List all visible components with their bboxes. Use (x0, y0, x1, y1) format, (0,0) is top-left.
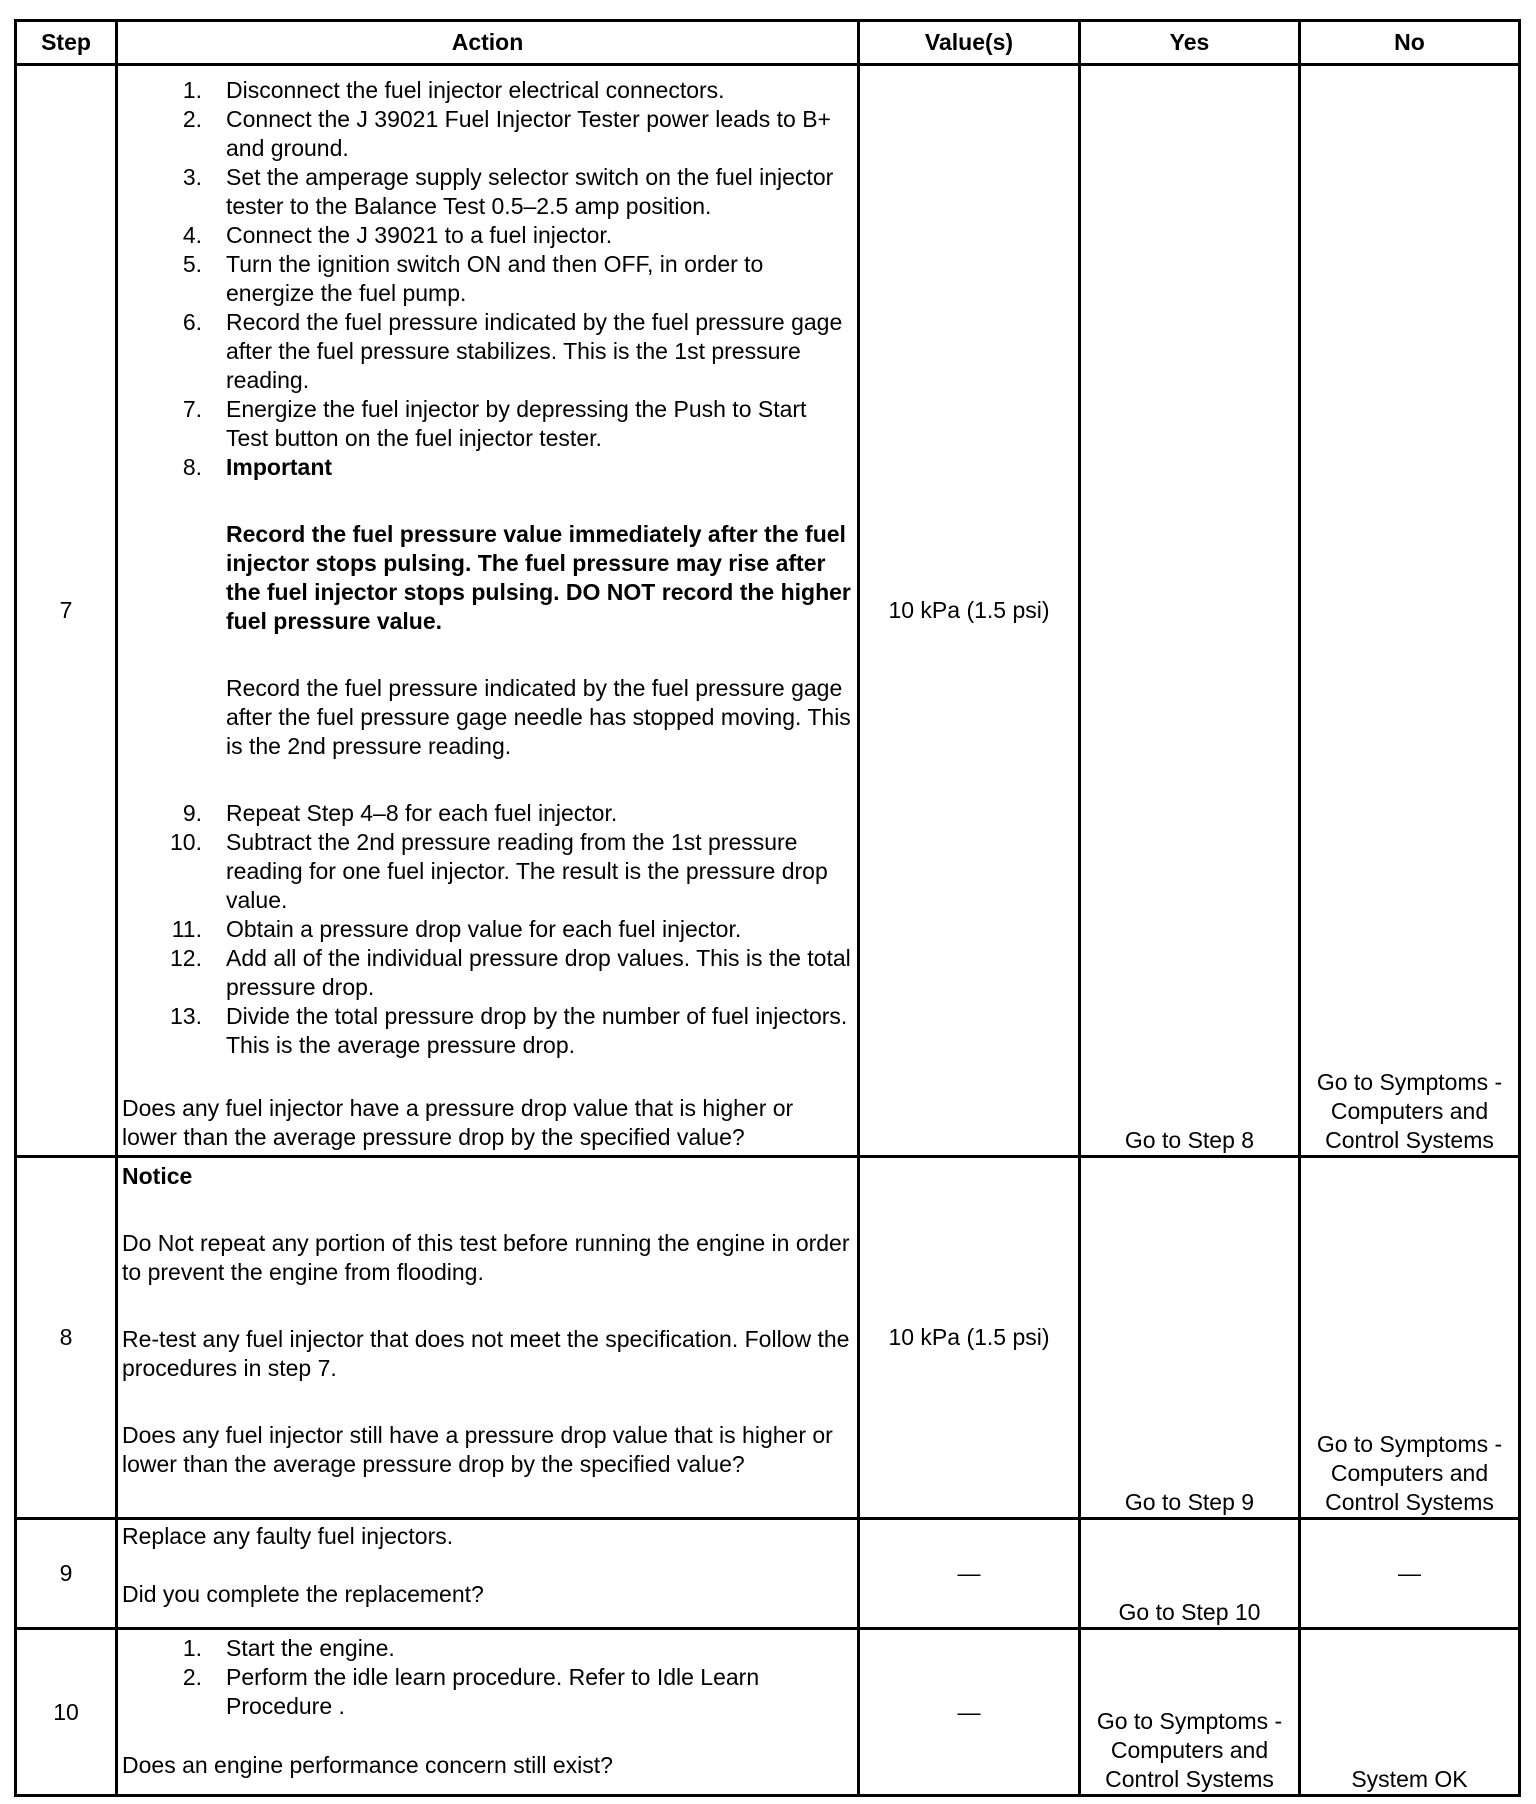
list-item: 13. Divide the total pressure drop by the number of fuel injectors. This is the average pressure drop. (170, 1003, 848, 1058)
procedure-list (122, 76, 853, 1060)
list-item: 3. Set the amperage supply selector switch on the fuel injector tester to the Balance Test 0.5–2.5 amp position. (182, 164, 834, 219)
list-item: 5. Turn the ignition switch ON and then OFF, in order to energize the fuel pump. (182, 251, 764, 306)
no-cell: — (1300, 1519, 1520, 1629)
important-label: Important (226, 454, 333, 480)
procedure-list (122, 1634, 853, 1721)
replace-text: Replace any faulty fuel injectors. (122, 1523, 454, 1549)
no-cell: System OK (1300, 1629, 1520, 1796)
list-item: 2. Connect the J 39021 Fuel Injector Tester power leads to B+ and ground. (182, 106, 831, 161)
notice-label: Notice (122, 1163, 193, 1189)
list-item: 2. Perform the idle learn procedure. Refer to Idle Learn Procedure . (182, 1664, 760, 1719)
yes-cell: Go to Symptoms - Computers and Control Systems (1080, 1629, 1300, 1796)
yes-cell: Go to Step 8 (1080, 65, 1300, 1157)
question-text: Does any fuel injector have a pressure drop value that is higher or lower than the average pressure drop by the specified value? (122, 1095, 794, 1150)
list-item: 6. Record the fuel pressure indicated by the fuel pressure gage after the fuel pressure stabilizes. This is the 1st pressure reading. (182, 309, 843, 393)
header-action: Action (117, 21, 859, 65)
header-step: Step (16, 21, 117, 65)
header-no: No (1300, 21, 1520, 65)
step-number: 10 (16, 1629, 117, 1796)
step-number: 7 (16, 65, 117, 1157)
list-item: 10. Subtract the 2nd pressure reading from the 1st pressure reading for one fuel injector. The result is the pressure drop value. (170, 829, 828, 913)
question-text: Does any fuel injector still have a pressure drop value that is higher or lower than the average pressure drop by the specified value? (122, 1422, 833, 1477)
notice-text: Do Not repeat any portion of this test before running the engine in order to prevent the engine from flooding. (122, 1230, 850, 1285)
table-row-step-7 (16, 65, 1520, 1157)
yes-cell: Go to Step 9 (1080, 1157, 1300, 1519)
value-cell: 10 kPa (1.5 psi) (859, 1157, 1080, 1519)
header-yes: Yes (1080, 21, 1300, 65)
list-item: 1. Disconnect the fuel injector electrical connectors. (182, 77, 725, 103)
list-item-important: 8. Important Record the fuel pressure value immediately after the fuel injector stops pulsing. The fuel pressure may rise after the fuel injector stops pulsing. DO NOT record the higher fuel pressure value. Record the fuel pressure indicated by the fuel pressure gage after the fuel pressure gage needle has stopped moving. This is the 2nd pressure reading. (122, 453, 853, 799)
list-item: 12. Add all of the individual pressure drop values. This is the total pressure drop. (170, 945, 851, 1000)
question-text: Does an engine performance concern still exist? (122, 1752, 613, 1778)
value-cell: — (859, 1519, 1080, 1629)
list-item: 9. Repeat Step 4–8 for each fuel injector. (182, 800, 618, 826)
list-item: 11. Obtain a pressure drop value for each fuel injector. (171, 916, 742, 942)
yes-cell: Go to Step 10 (1080, 1519, 1300, 1629)
item-8-text: Record the fuel pressure indicated by the fuel pressure gage after the fuel pressure gage needle has stopped moving. This is the 2nd pressure reading. (226, 675, 851, 759)
table-row-step-10 (16, 1629, 1520, 1796)
list-item: 1. Start the engine. (182, 1635, 395, 1661)
no-cell: Go to Symptoms - Computers and Control Systems (1300, 65, 1520, 1157)
step-number: 9 (16, 1519, 117, 1629)
list-item: 4. Connect the J 39021 to a fuel injector. (182, 222, 613, 248)
important-text: Record the fuel pressure value immediately after the fuel injector stops pulsing. The fuel pressure may rise after the fuel injector stops pulsing. DO NOT record the higher fuel pressure value. (226, 521, 851, 634)
action-cell (117, 65, 859, 1157)
header-values: Value(s) (859, 21, 1080, 65)
header-row (16, 21, 1520, 65)
step-number: 8 (16, 1157, 117, 1519)
value-cell: 10 kPa (1.5 psi) (859, 65, 1080, 1157)
retest-text: Re-test any fuel injector that does not meet the specification. Follow the procedures in step 7. (122, 1326, 850, 1381)
no-cell: Go to Symptoms - Computers and Control Systems (1300, 1157, 1520, 1519)
action-cell (117, 1629, 859, 1796)
table-row-step-8 (16, 1157, 1520, 1519)
value-cell: — (859, 1629, 1080, 1796)
action-cell (117, 1157, 859, 1519)
diagnostic-table (14, 19, 1521, 1797)
action-cell (117, 1519, 859, 1629)
list-item: 7. Energize the fuel injector by depressing the Push to Start Test button on the fuel injector tester. (182, 396, 807, 451)
table-row-step-9 (16, 1519, 1520, 1629)
question-text: Did you complete the replacement? (122, 1581, 484, 1607)
